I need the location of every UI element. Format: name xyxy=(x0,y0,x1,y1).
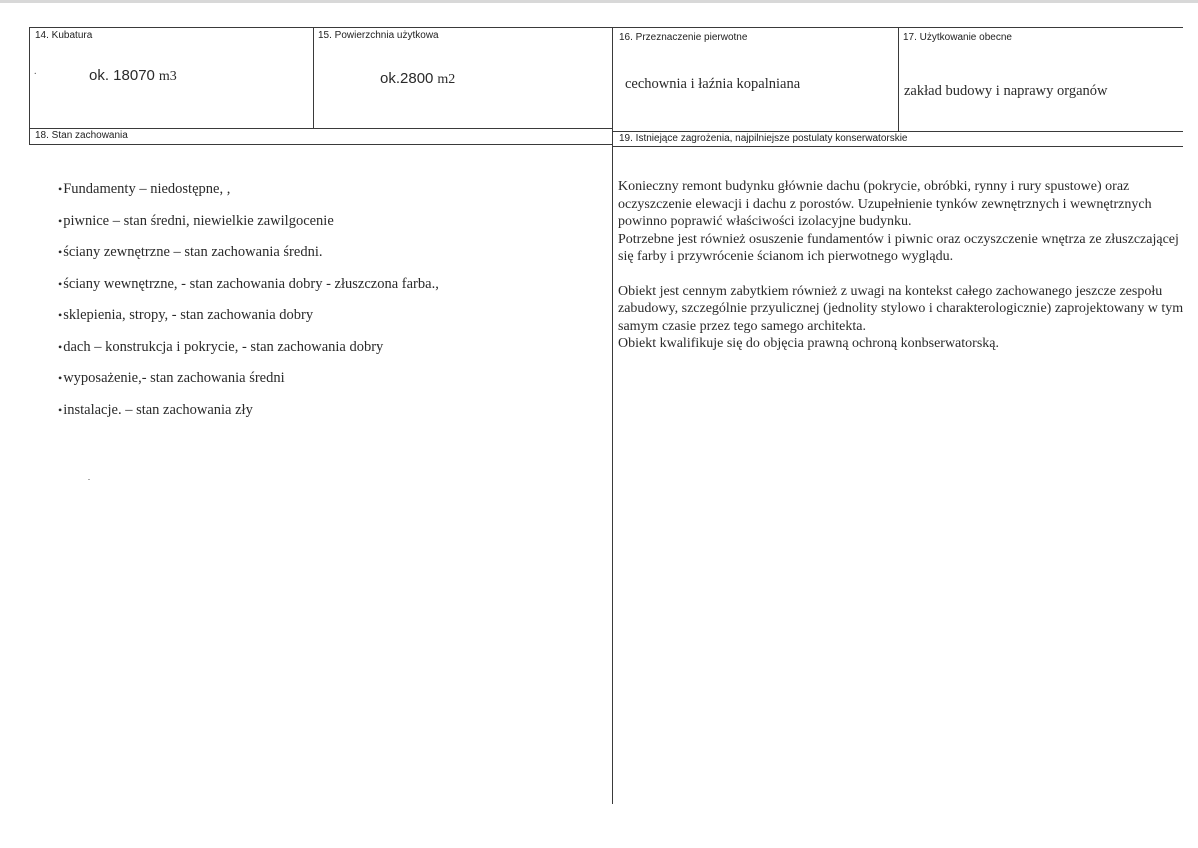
list-item xyxy=(58,212,598,244)
kubatura-value xyxy=(89,67,177,85)
grid-divider-14-15 xyxy=(313,27,314,129)
list-item xyxy=(58,243,598,275)
powierzchnia-label: 15. Powierzchnia użytkowa xyxy=(318,30,439,41)
list-item-text: piwnice – stan średni, niewielkie zawilgocenie xyxy=(63,212,334,229)
list-item xyxy=(58,401,598,433)
uzytkowanie-value: zakład budowy i naprawy organów xyxy=(904,83,1108,99)
bullet-icon: • xyxy=(58,402,63,417)
powierzchnia-number: ok.2800 xyxy=(380,70,434,87)
grid-divider-16-17 xyxy=(898,27,899,131)
grid-section-18-underline xyxy=(29,144,613,145)
zagrozenia-label: 19. Istniejące zagrożenia, najpilniejsze postulaty konserwatorskie xyxy=(619,133,908,144)
bullet-icon: • xyxy=(58,339,63,354)
kubatura-number: ok. 18070 xyxy=(89,67,155,84)
list-item-text: wyposażenie,- stan zachowania średni xyxy=(63,370,285,386)
grid-section-19-underline xyxy=(612,146,1183,147)
list-item-text: instalacje. – stan zachowania zły xyxy=(63,401,253,418)
list-item xyxy=(58,180,598,212)
uzytkowanie-label: 17. Użytkowanie obecne xyxy=(903,32,1012,43)
bullet-icon: • xyxy=(58,182,63,196)
list-item-text: Fundamenty – niedostępne, , xyxy=(63,181,231,197)
bullet-icon: • xyxy=(58,276,63,291)
list-item xyxy=(58,306,598,338)
powierzchnia-unit: m2 xyxy=(437,72,456,87)
bullet-icon: • xyxy=(58,371,63,385)
list-item-text: ściany wewnętrzne, - stan zachowania dobry - złuszczona farba., xyxy=(63,275,439,292)
grid-top-line xyxy=(29,27,1183,28)
grid-row-line-left xyxy=(29,128,613,129)
list-item xyxy=(58,369,598,401)
powierzchnia-value xyxy=(380,70,455,88)
bullet-icon: • xyxy=(58,245,63,259)
bullet-icon: • xyxy=(58,213,63,228)
zagrozenia-paragraph-4: Obiekt kwalifikuje się do objęcia prawną ochroną konbserwatorską. xyxy=(618,336,999,351)
przeznaczenie-value: cechownia i łaźnia kopalniana xyxy=(625,76,801,92)
zagrozenia-paragraph-3: Obiekt jest cennym zabytkiem również z uwagi na kontekst całego zachowanego jeszcze zespołu zabudowy, szczególnie przyulicznej (jednolity stylowo i charakterologicznie) zaprojektowany w tym samym czasie przez tego samego architekta. xyxy=(618,283,1184,334)
list-item xyxy=(58,338,598,370)
kubatura-label: 14. Kubatura xyxy=(35,30,93,41)
stan-zachowania-label: 18. Stan zachowania xyxy=(35,130,128,141)
zagrozenia-paragraph-1: Konieczny remont budynku głównie dachu (pokrycie, obróbki, rynny i rury spustowe) oraz oczyszczenie elewacji i dachu z porostów. Uzupełnienie tynków zewnętrznych i wewnętrznych powinno poprawić właściwości izolacyjne budynku. xyxy=(618,179,1152,229)
list-item-text: sklepienia, stropy, - stan zachowania dobry xyxy=(63,307,314,323)
scan-edge xyxy=(0,0,1198,3)
grid-row-line-right xyxy=(612,131,1183,132)
kubatura-unit: m3 xyxy=(158,69,177,84)
list-item xyxy=(58,275,598,307)
stan-zachowania-list xyxy=(58,180,598,432)
zagrozenia-paragraph-2: Potrzebne jest również osuszenie fundamentów i piwnic oraz oczyszczenie wnętrza ze złuszczającej się farby i przywrócenie ścianom ich pierwotnego wyglądu. xyxy=(618,231,1179,264)
scan-speck xyxy=(88,479,90,480)
list-item-text: dach – konstrukcja i pokrycie, - stan zachowania dobry xyxy=(63,338,384,355)
zagrozenia-text xyxy=(618,178,1184,353)
przeznaczenie-label: 16. Przeznaczenie pierwotne xyxy=(619,32,748,43)
stray-mark: . xyxy=(34,66,37,77)
list-item-text: ściany zewnętrzne – stan zachowania średni. xyxy=(63,244,323,260)
bullet-icon: • xyxy=(58,308,63,322)
